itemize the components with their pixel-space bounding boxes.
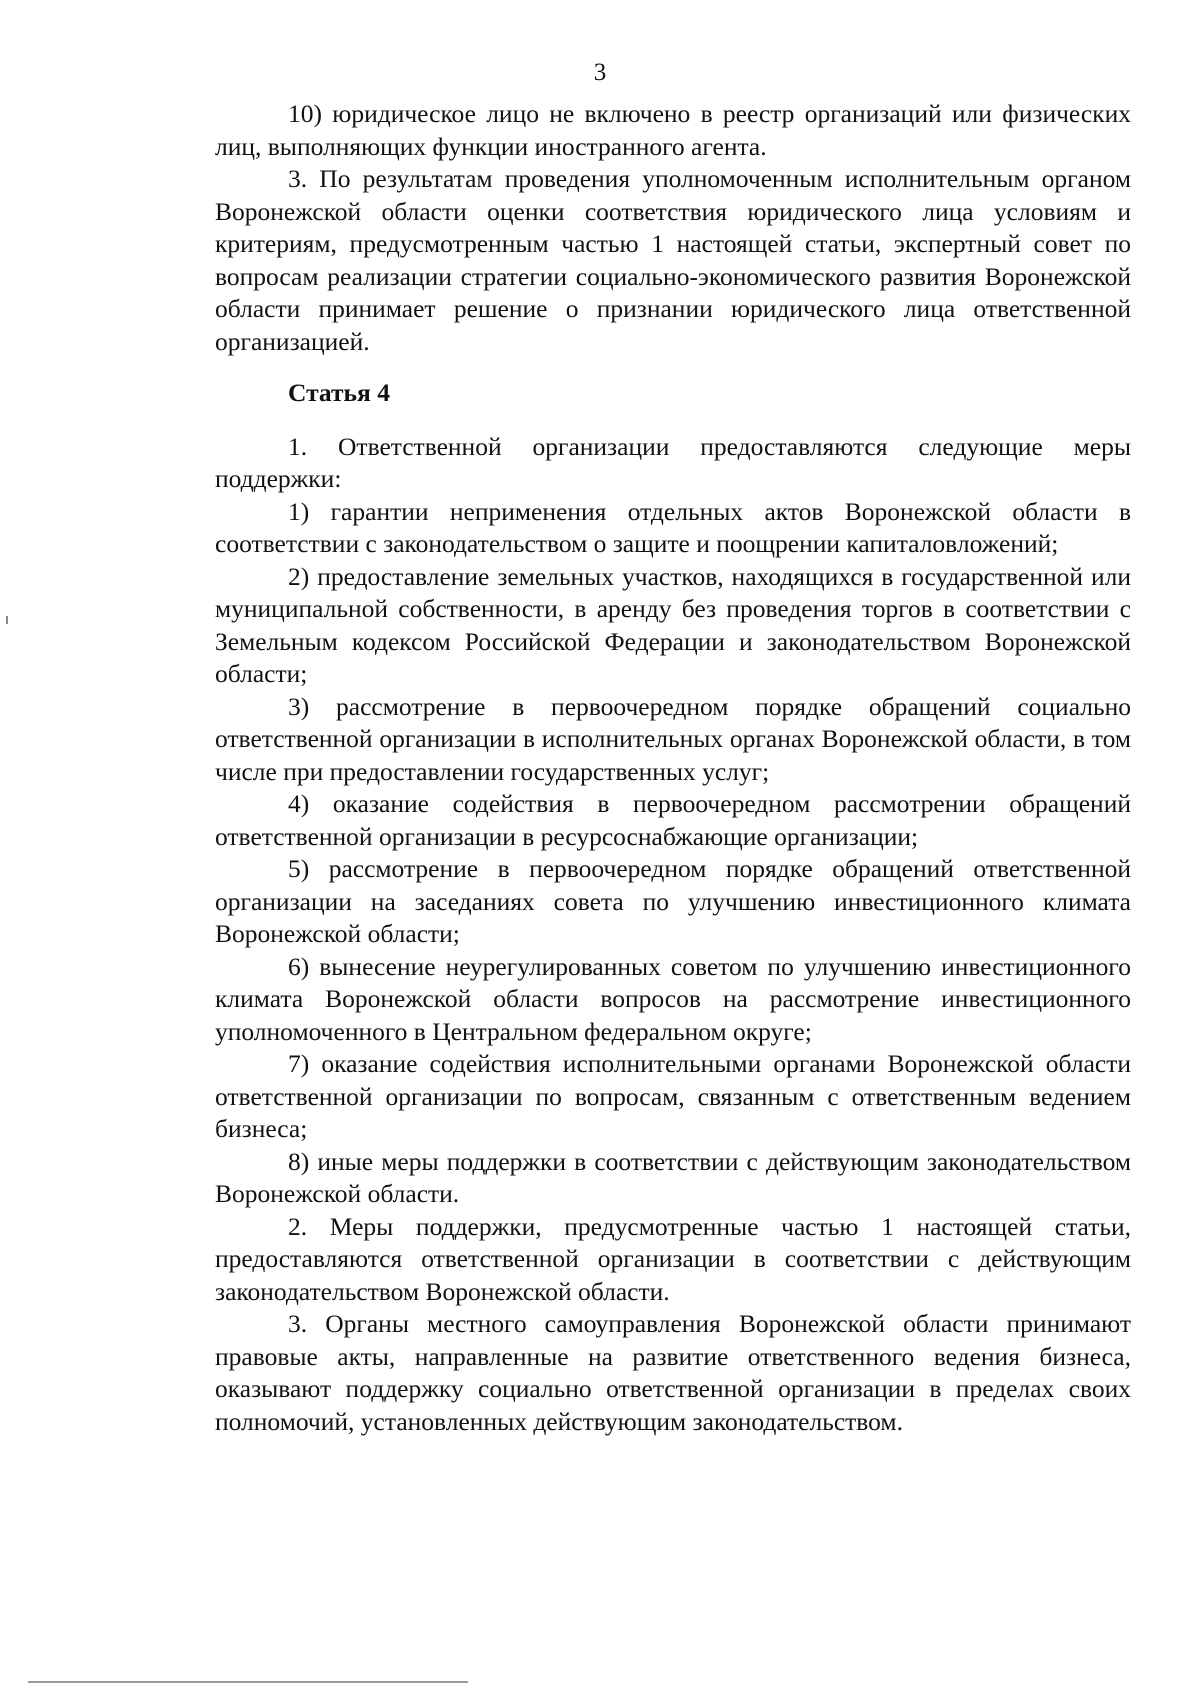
document-body	[215, 98, 1131, 1438]
paragraph-part-1-support-measures: 1. Ответственной организации предоставляются следующие меры поддержки:	[215, 431, 1131, 493]
paragraph-item-10: 10) юридическое лицо не включено в реестр организаций или физических лиц, выполняющих функции иностранного агента.	[215, 99, 1131, 161]
paragraph-item-3: 3) рассмотрение в первоочередном порядке обращений социально ответственной организации в исполнительных органах Воронежской области, в том числе при предоставлении государственных услуг;	[215, 691, 1131, 786]
paragraph-item-5: 5) рассмотрение в первоочередном порядке обращений ответственной организации на заседаниях совета по улучшению инвестиционного климата Воронежской области;	[215, 854, 1131, 948]
paragraph-item-7: 7) оказание содействия исполнительными органами Воронежской области ответственной организации по вопросам, связанным с ответственным ведением бизнеса;	[215, 1049, 1131, 1143]
paragraph-item-1: 1) гарантии неприменения отдельных актов Воронежской области в соответствии с законодательством о защите и поощрении капиталовложений;	[215, 496, 1131, 558]
page-number: 3	[593, 59, 607, 86]
paragraph-part-2: 2. Меры поддержки, предусмотренные частью 1 настоящей статьи, предоставляются ответственной организации в соответствии с действующим законодательством Воронежской области.	[215, 1211, 1131, 1306]
paragraph-item-8: 8) иные меры поддержки в соответствии с действующим законодательством Воронежской области.	[215, 1146, 1131, 1208]
scan-margin-mark	[6, 616, 8, 624]
paragraph-part-3-expert-decision: 3. По результатам проведения уполномоченным исполнительным органом Воронежской области оценки соответствия юридического лица условиям и критериям, предусмотренным частью 1 настоящей статьи, экспертный совет по вопросам реализации стратегии социально-экономического развития Воронежской области принимает решение о признании юридического лица ответственной организацией.	[215, 164, 1131, 356]
paragraph-item-2: 2) предоставление земельных участков, находящихся в государственной или муниципальной собственности, в аренду без проведения торгов в соответствии с Земельным кодексом Российской Федерации и законодательством Воронежской области;	[215, 561, 1131, 688]
paragraph-item-4: 4) оказание содействия в первоочередном рассмотрении обращений ответственной организации в ресурсоснабжающие организации;	[215, 789, 1131, 851]
paragraph-item-6: 6) вынесение неурегулированных советом по улучшению инвестиционного климата Воронежской области вопросов на рассмотрение инвестиционного уполномоченного в Центральном федеральном округе;	[215, 951, 1131, 1046]
article-heading: Статья 4	[288, 378, 390, 407]
scan-bottom-edge-line	[28, 1681, 468, 1683]
paragraph-part-3-local-government: 3. Органы местного самоуправления Воронежской области принимают правовые акты, направленные на развитие ответственного ведения бизнеса, оказывают поддержку социально ответственной организации в пределах своих полномочий, установленных действующим законодательством.	[215, 1309, 1131, 1436]
